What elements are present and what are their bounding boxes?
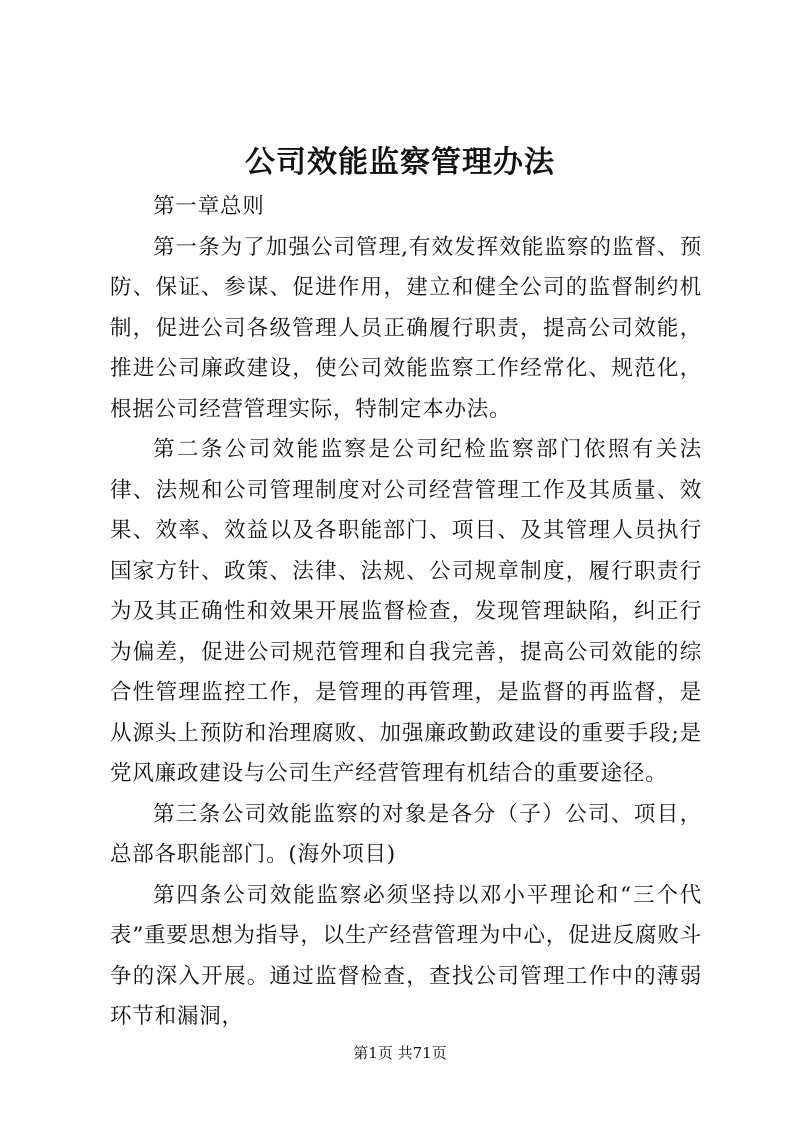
document-title: 公司效能监察管理办法 xyxy=(245,145,555,180)
chapter-heading: 第一章总则 xyxy=(153,194,265,219)
page-footer: 第1页 共71页 xyxy=(353,1044,447,1062)
article-paragraph: 第三条公司效能监察的对象是各分（子）公司、项目，总部各职能部门。(海外项目) xyxy=(110,801,702,867)
document-body xyxy=(110,187,702,1038)
article-paragraph: 第四条公司效能监察必须坚持以邓小平理论和“三个代表”重要思想为指导，以生产经营管理为中心，促进反腐败斗争的深入开展。通过监督检查，查找公司管理工作中的薄弱环节和漏洞， xyxy=(110,882,702,1029)
article-paragraph: 第二条公司效能监察是公司纪检监察部门依照有关法律、法规和公司管理制度对公司经营管理工作及其质量、效果、效率、效益以及各职能部门、项目、及其管理人员执行国家方针、政策、法律、法规、公司规章制度，履行职责行为及其正确性和效果开展监督检查，发现管理缺陷，纠正行为偏差，促进公司规范管理和自我完善，提高公司效能的综合性管理监控工作，是管理的再管理，是监督的再监督，是从源头上预防和治理腐败、加强廉政勤政建设的重要手段;是党风廉政建设与公司生产经营管理有机结合的重要途径。 xyxy=(110,437,702,786)
article-paragraph: 第一条为了加强公司管理,有效发挥效能监察的监督、预防、保证、参谋、促进作用，建立和健全公司的监督制约机制，促进公司各级管理人员正确履行职责，提高公司效能，推进公司廉政建设，使公司效能监察工作经常化、规范化，根据公司经营管理实际，特制定本办法。 xyxy=(110,234,702,422)
